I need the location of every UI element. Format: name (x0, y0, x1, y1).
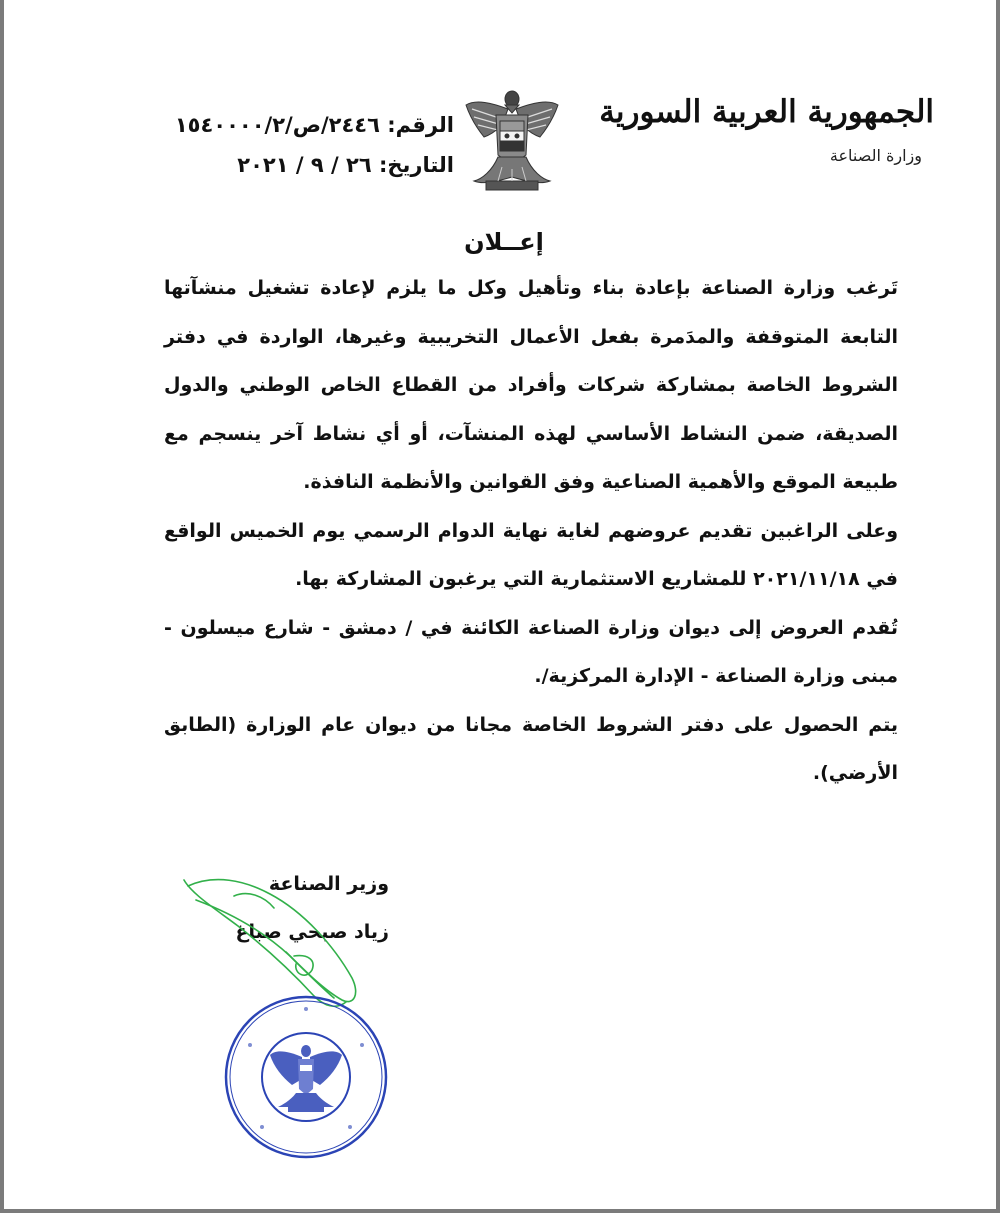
document-date: التاريخ: ٢٦ / ٩ / ٢٠٢١ (237, 153, 454, 177)
announcement-body (164, 264, 898, 798)
paragraph-intro: تَرغب وزارة الصناعة بإعادة بناء وتأهيل وكل ما يلزم لإعادة تشغيل منشآتها التابعة المتوقفة والمدَمرة بفعل الأعمال التخريبية وغيرها، الواردة في دفتر الشروط الخاصة بمشاركة شركات وأفراد من القطاع الخاص الوطني والدول الصديقة، ضمن النشاط الأساسي لهذه المنشآت، أو أي نشاط آخر ينسجم مع طبيعة الموقع والأهمية الصناعية وفق القوانين والأنظمة النافذة. (164, 277, 898, 493)
eagle-emblem-icon (462, 85, 562, 200)
republic-name: الجمهورية العربية السورية (599, 94, 934, 130)
reference-block (154, 105, 454, 185)
letterhead (599, 80, 934, 168)
announcement-title: إعــلان (464, 228, 544, 256)
signatory-title: وزير الصناعة (268, 873, 389, 895)
signatory-name: زياد صبحي صباغ (235, 921, 389, 943)
paragraph-submission: تُقدم العروض إلى ديوان وزارة الصناعة الكائنة في / دمشق - شارع ميسلون - مبنى وزارة الصناعة - الإدارة المركزية/. (164, 616, 898, 687)
reference-number: الرقم: ٢٤٤٦/ص/١٥٤٠٠٠٠/٢ (174, 113, 454, 137)
ministry-name: وزارة الصناعة (829, 146, 922, 165)
paragraph-deadline: وعلى الراغبين تقديم عروضهم لغاية نهاية الدوام الرسمي يوم الخميس الواقع في ٢٠٢١/١١/١٨ للمشاريع الاستثمارية التي يرغبون المشاركة بها. (164, 519, 898, 590)
paragraph-conditions: يتم الحصول على دفتر الشروط الخاصة مجانا من ديوان عام الوزارة (الطابق الأرضي). (164, 713, 898, 784)
handwritten-signature-icon (174, 860, 374, 1015)
ministry-seal-icon (222, 993, 390, 1161)
document-page (4, 0, 996, 1209)
